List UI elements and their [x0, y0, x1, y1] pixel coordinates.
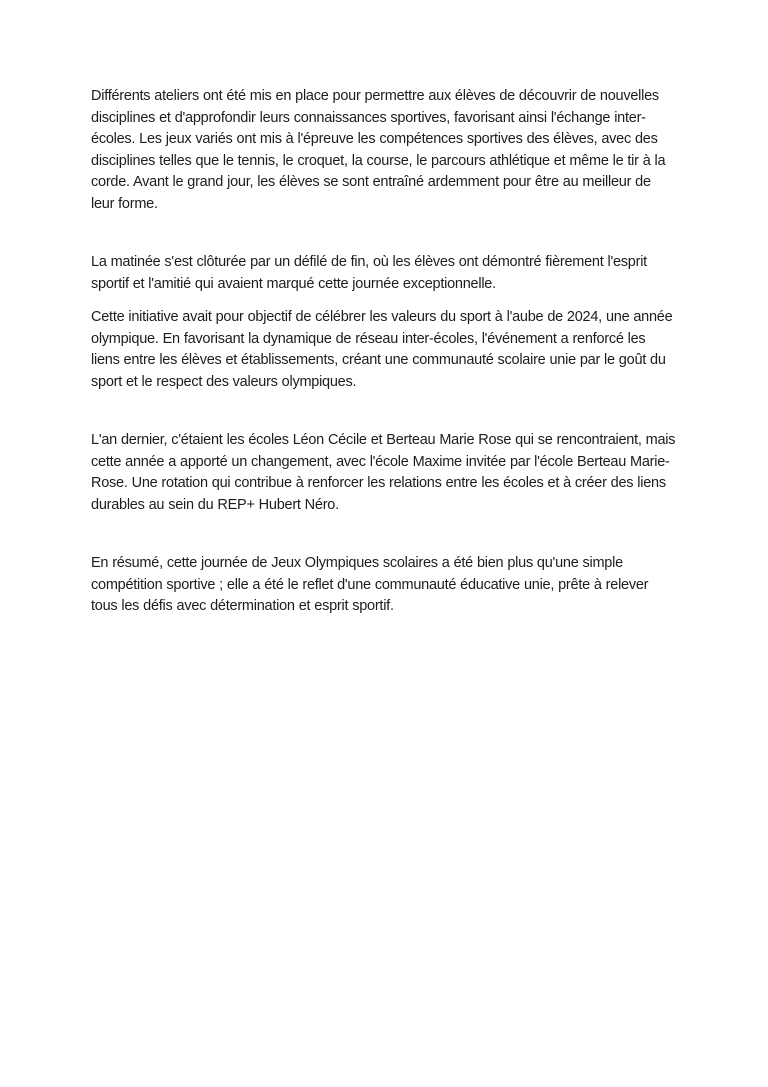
paragraph-resume: En résumé, cette journée de Jeux Olympiques scolaires a été bien plus qu'une simple compétition sportive ; elle a été le reflet d'une communauté éducative unie, prête à relever tous les défis avec détermination et esprit sportif. — [91, 555, 649, 614]
paragraph-matinee-cloture: La matinée s'est clôturée par un défilé de fin, où les élèves ont démontré fièrement l'esprit sportif et l'amitié qui avaient marqué cette journée exceptionnelle. — [91, 254, 647, 292]
paragraph-initiative-2024: Cette initiative avait pour objectif de célébrer les valeurs du sport à l'aube de 2024, une année olympique. En favorisant la dynamique de réseau inter-écoles, l'événement a renforcé les liens entre les élèves et établissements, créant une communauté scolaire unie par le goût du sport et le respect des valeurs olympiques. — [91, 309, 673, 390]
paragraph-an-dernier-ecoles: L'an dernier, c'étaient les écoles Léon Cécile et Berteau Marie Rose qui se rencontraient, mais cette année a apporté un changement, avec l'école Maxime invitée par l'école Berteau Marie-Rose. Une rotation qui contribue à renforcer les relations entre les écoles et à créer des liens durables au sein du REP+ Hubert Néro. — [91, 432, 676, 513]
paragraph-ateliers: Différents ateliers ont été mis en place pour permettre aux élèves de découvrir de nouvelles disciplines et d'approfondir leurs connaissances sportives, favorisant ainsi l'échange inter-écoles. Les jeux variés ont mis à l'épreuve les compétences sportives des élèves, avec des disciplines telles que le tennis, le croquet, la course, le parcours athlétique et même le tir à la corde. Avant le grand jour, les élèves se sont entraîné ardemment pour être au meilleur de leur forme. — [91, 88, 666, 212]
